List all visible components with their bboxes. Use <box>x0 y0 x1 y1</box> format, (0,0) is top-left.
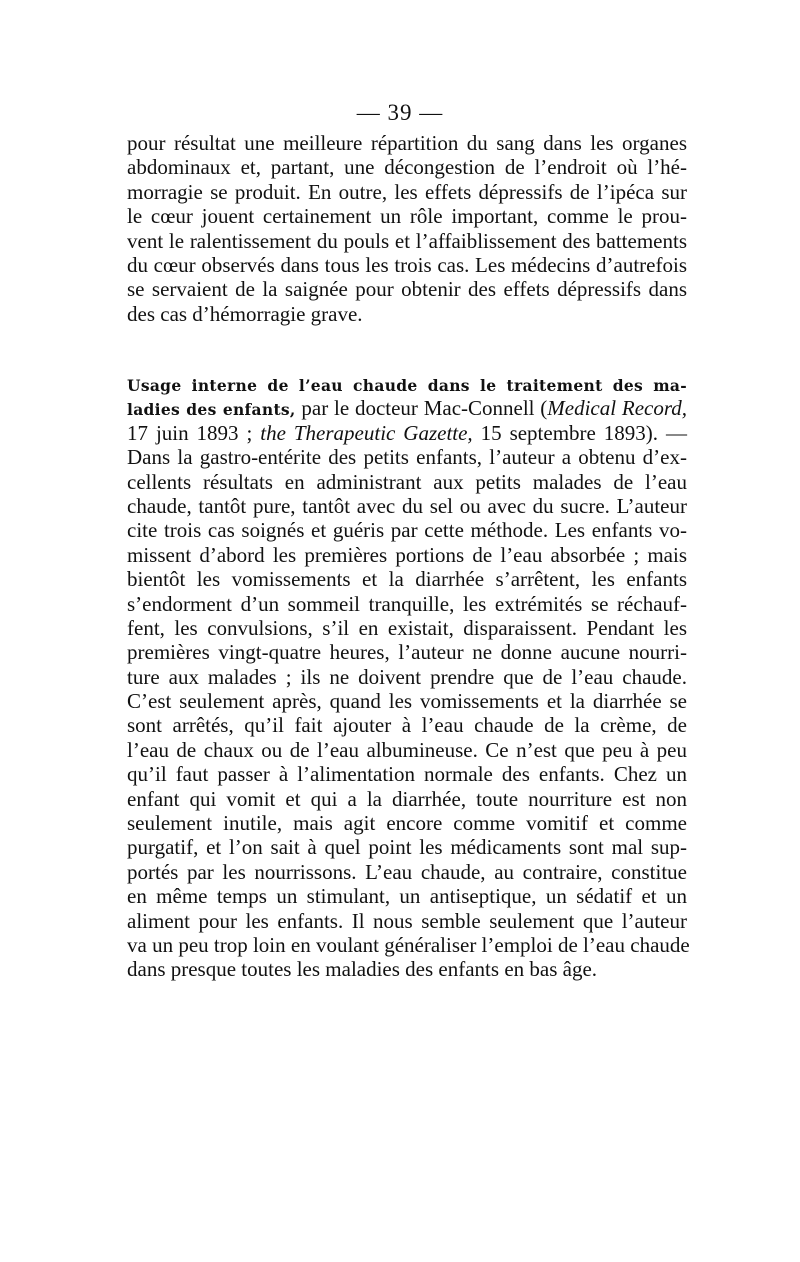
text-line: s’endorment d’un sommeil tranquille, les extrémités se réchauf- <box>127 591 687 616</box>
text-line: du cœur observés dans tous les trois cas. Les médecins d’autrefois <box>127 252 687 277</box>
text-line: C’est seulement après, quand les vomissements et la diarrhée se <box>127 689 687 714</box>
text-line <box>127 421 687 445</box>
article-heading-continued: ladies des enfants, <box>127 400 296 420</box>
text-line: cite trois cas soignés et guéris par cette méthode. Les enfants vo- <box>127 518 687 543</box>
text-line: le cœur jouent certainement un rôle important, comme le prou- <box>127 204 687 229</box>
paragraph-ipeca-conclusion <box>127 131 687 326</box>
journal-title: the Therapeutic Gazette, <box>260 420 473 445</box>
text-line: dans presque toutes les maladies des enfants en bas âge. <box>127 957 598 982</box>
journal-title: Medical Record, <box>547 396 687 421</box>
text-line: enfant qui vomit et qui a la diarrhée, toute nourriture est non <box>127 786 687 811</box>
text-line: va un peu trop loin en voulant généraliser l’emploi de l’eau chaude <box>127 932 690 957</box>
text-line: aliment pour les enfants. Il nous semble seulement que l’auteur <box>127 908 687 933</box>
article-heading-line <box>127 372 687 396</box>
text-line: morragie se produit. En outre, les effets dépressifs de l’ipéca sur <box>127 179 687 204</box>
text-line: fent, les convulsions, s’il en existait, disparaissent. Pendant les <box>127 615 687 640</box>
text-line: bientôt les vomissements et la diarrhée s’arrêtent, les enfants <box>127 567 687 592</box>
text-line: Dans la gastro-entérite des petits enfants, l’auteur a obtenu d’ex- <box>127 445 687 470</box>
article-heading: Usage interne de l’eau chaude dans le traitement des ma- <box>127 376 687 395</box>
text-line: des cas d’hémorragie grave. <box>127 301 363 326</box>
text-line: purgatif, et l’on sait à quel point les médicaments sont mal sup- <box>127 835 687 860</box>
paragraph-eau-chaude <box>127 372 690 982</box>
text-line <box>127 396 687 420</box>
text-line: abdominaux et, partant, une décongestion de l’endroit où l’hé- <box>127 155 687 180</box>
text-line: ture aux malades ; ils ne doivent prendre que de l’eau chaude. <box>127 664 687 689</box>
text-line: chaude, tantôt pure, tantôt avec du sel ou avec du sucre. L’auteur <box>127 493 687 518</box>
text-line: seulement inutile, mais agit encore comme vomitif et comme <box>127 811 687 836</box>
text-line: qu’il faut passer à l’alimentation normale des enfants. Chez un <box>127 762 687 787</box>
page-number: — 39 — <box>356 100 444 125</box>
author-citation: par le docteur Mac-Connell ( <box>295 396 548 421</box>
text-line: premières vingt-quatre heures, l’auteur ne donne aucune nourri- <box>127 640 687 665</box>
text-line: sont arrêtés, qu’il fait ajouter à l’eau chaude de la crème, de <box>127 713 687 738</box>
text-line: portés par les nourrissons. L’eau chaude, au contraire, constitue <box>127 859 687 884</box>
text-line: se servaient de la saignée pour obtenir des effets dépressifs dans <box>127 277 687 302</box>
text-line: vent le ralentissement du pouls et l’affaiblissement des battements <box>127 228 687 253</box>
text-line: l’eau de chaux ou de l’eau albumineuse. Ce n’est que peu à peu <box>127 737 687 762</box>
citation-date: 17 juin 1893 ; <box>127 420 261 445</box>
citation-date: 15 septembre 1893). — <box>472 420 687 445</box>
text-line: cellents résultats en administrant aux petits malades de l’eau <box>127 469 687 494</box>
text-line: pour résultat une meilleure répartition du sang dans les organes <box>127 131 687 155</box>
text-line: missent d’abord les premières portions de l’eau absorbée ; mais <box>127 542 687 567</box>
text-line: en même temps un stimulant, un antiseptique, un sédatif et un <box>127 884 687 909</box>
